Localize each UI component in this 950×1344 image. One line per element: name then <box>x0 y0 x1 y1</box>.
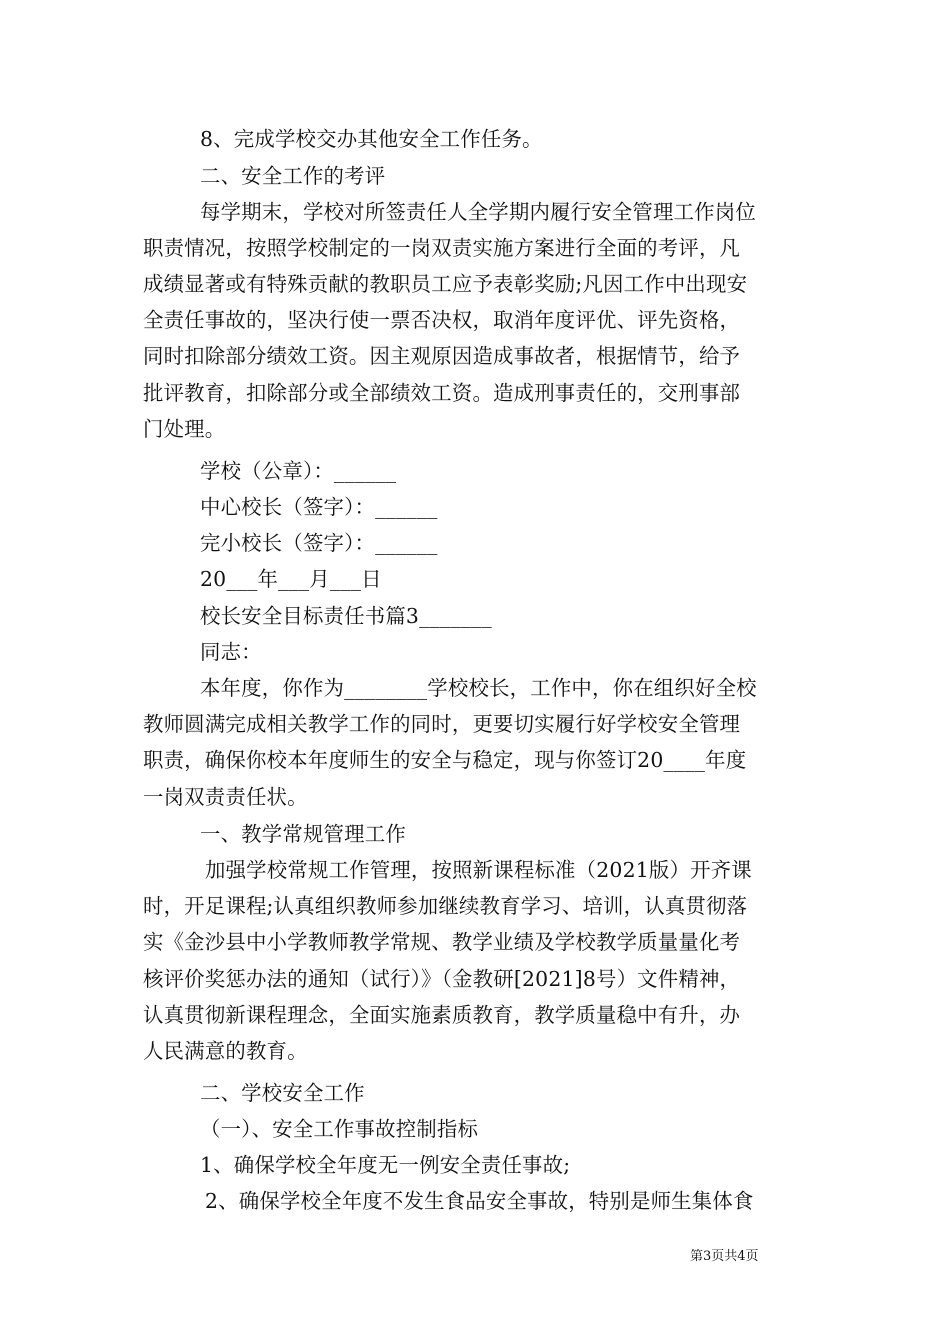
body-line: 实《金沙县中小学教师教学常规、教学业绩及学校教学质量量化考 <box>143 930 741 954</box>
body-line: 教师圆满完成相关教学工作的同时，更要切实履行好学校安全管理 <box>143 712 741 736</box>
body-line: 批评教育，扣除部分或全部绩效工资。造成刑事责任的，交刑事部 <box>143 381 741 405</box>
section-heading: 二、安全工作的考评 <box>200 164 386 188</box>
school-seal-line: 学校（公章）：______ <box>200 459 397 483</box>
document-title: 校长安全目标责任书篇3_______ <box>200 604 492 628</box>
date-line: 20___年___月___日 <box>200 567 382 591</box>
body-line: 人民满意的教育。 <box>143 1039 308 1063</box>
body-line: 职责情况，按照学校制定的一岗双责实施方案进行全面的考评，凡 <box>143 236 741 260</box>
body-line: 同时扣除部分绩效工资。因主观原因造成事故者，根据情节，给予 <box>143 344 741 368</box>
body-line: 本年度，你作为________学校校长，工作中，你在组织好全校 <box>200 676 757 700</box>
subsection-heading: （一）、安全工作事故控制指标 <box>200 1117 479 1141</box>
body-line: 成绩显著或有特殊贡献的教职员工应予表彰奖励;凡因工作中出现安 <box>143 272 748 296</box>
school-principal-signature-line: 完小校长（签字）：______ <box>200 531 438 555</box>
list-item: 2、确保学校全年度不发生食品安全事故，特别是师生集体食 <box>205 1189 754 1213</box>
body-line: 门处理。 <box>143 417 226 441</box>
center-principal-signature-line: 中心校长（签字）：______ <box>200 495 438 519</box>
list-item: 1、确保学校全年度无一例安全责任事故; <box>200 1153 571 1177</box>
body-line: 每学期末，学校对所签责任人全学期内履行安全管理工作岗位 <box>200 200 756 224</box>
section-heading: 一、教学常规管理工作 <box>200 822 406 846</box>
body-line: 认真贯彻新课程理念，全面实施素质教育，教学质量稳中有升，办 <box>143 1003 741 1027</box>
body-line: 时，开足课程;认真组织教师参加继续教育学习、培训，认真贯彻落 <box>143 894 748 918</box>
body-line: 全责任事故的，坚决行使一票否决权，取消年度评优、评先资格， <box>143 308 741 332</box>
page-number-footer: 第3页共4页 <box>690 1249 759 1264</box>
body-line: 核评价奖惩办法的通知（试行）》（金教研[2021]8号）文件精神， <box>143 967 741 991</box>
body-line: 8、完成学校交办其他安全工作任务。 <box>200 127 543 151</box>
section-heading: 二、学校安全工作 <box>200 1081 365 1105</box>
body-line: 加强学校常规工作管理，按照新课程标准（2021版）开齐课 <box>205 858 752 882</box>
salutation: 同志： <box>200 640 262 664</box>
body-line: 一岗双责责任状。 <box>143 785 308 809</box>
body-line: 职责，确保你校本年度师生的安全与稳定，现与你签订20____年度 <box>143 748 747 772</box>
